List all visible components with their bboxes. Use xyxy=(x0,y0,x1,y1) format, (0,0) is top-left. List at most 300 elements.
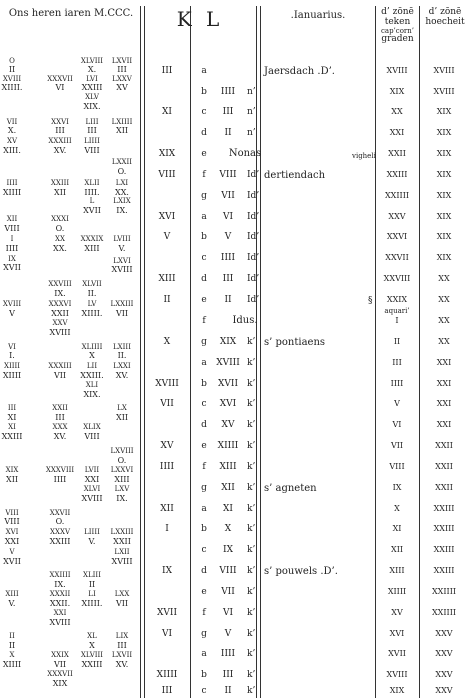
year-cell-col1: XII xyxy=(6,215,18,223)
roman-day: II xyxy=(224,686,232,696)
year-cell-col1: IX xyxy=(8,255,16,263)
year-cell-col3: LIIII xyxy=(84,528,100,536)
year-cell-col4: IX. xyxy=(116,494,128,503)
zodiac-degree: XV xyxy=(391,608,403,617)
kalend-marker: k’ xyxy=(247,504,256,514)
year-cell-col2: VII xyxy=(53,371,67,380)
year-cell-col1: VIII xyxy=(5,509,19,517)
kalend-marker: k’ xyxy=(247,587,256,597)
year-cell-col4: XX. xyxy=(115,188,129,197)
header-zodiac xyxy=(377,8,418,45)
sun-height: XXIII xyxy=(433,524,455,533)
year-cell-col2: XXII. xyxy=(49,599,71,608)
year-cell-col4: XIII xyxy=(114,475,130,484)
dominical-letter: f xyxy=(202,316,206,326)
roman-day: XII xyxy=(221,483,235,493)
dominical-letter: b xyxy=(201,524,207,534)
header-height-line: d’ zōnē xyxy=(428,7,462,17)
year-cell-col3: XVIII xyxy=(81,494,103,503)
year-cell-col3: XLVII xyxy=(82,280,102,288)
kalend-marker: k’ xyxy=(247,399,256,409)
year-cell-col3: LVII xyxy=(84,466,100,474)
year-cell-col2: XXXVI xyxy=(48,300,72,308)
column-rule xyxy=(256,6,257,698)
year-cell-col1: XIIII. xyxy=(1,83,23,92)
sun-height: XXI xyxy=(436,399,452,408)
kalend-marker: k’ xyxy=(247,358,256,368)
zodiac-degree: XXIIII xyxy=(384,191,410,200)
zodiac-degree: XVI xyxy=(389,629,405,638)
year-cell-col4: LXVII xyxy=(111,57,133,65)
sun-height: XIX xyxy=(436,253,452,262)
kalend-marker: k’ xyxy=(247,566,256,576)
year-cell-col3: XXXIX xyxy=(80,235,104,243)
roman-day: XVII xyxy=(217,379,239,389)
kalend-marker: n’ xyxy=(247,87,256,97)
kalend-marker: Id’ xyxy=(247,212,260,222)
sun-height: XIX xyxy=(436,128,452,137)
golden-number: X xyxy=(163,337,171,347)
year-cell-col2: XXXIII xyxy=(48,362,72,370)
year-cell-col1: XVII xyxy=(3,263,21,272)
year-cell-col3: XIX. xyxy=(83,102,101,111)
year-cell-col4: LXXI xyxy=(113,362,131,370)
year-cell-col4: O. xyxy=(117,167,127,176)
year-cell-col2: XX xyxy=(55,235,65,243)
header-zodiac-line: graden xyxy=(381,34,414,45)
year-cell-col4: LXI xyxy=(115,179,129,187)
year-cell-col1: XIIII xyxy=(2,188,22,197)
year-cell-col4: III xyxy=(117,641,127,650)
sun-height: XXI xyxy=(436,420,452,429)
zodiac-degree: XVII xyxy=(388,649,406,658)
sun-height: XXI xyxy=(436,379,452,388)
year-cell-col4: XVIII xyxy=(111,557,133,566)
zodiac-degree: XIIII xyxy=(387,587,407,596)
kalend-marker: Id’ xyxy=(247,274,260,284)
year-cell-col2: XXIII xyxy=(49,537,71,546)
year-cell-col3: XLVIII xyxy=(80,651,104,659)
year-cell-col4: II. xyxy=(117,351,127,360)
dominical-letter: g xyxy=(201,483,207,493)
golden-number: II xyxy=(163,295,171,305)
roman-day: XIX xyxy=(219,337,237,347)
column-rule xyxy=(144,6,145,698)
sun-height: XIX xyxy=(436,107,452,116)
year-cell-col2: XXIX xyxy=(51,651,69,659)
year-cell-col3: XIII xyxy=(84,244,100,253)
year-cell-col3: X xyxy=(89,641,95,650)
dominical-letter: e xyxy=(201,587,207,597)
feast-name: s’ pontiaens xyxy=(264,337,326,348)
year-cell-col3: X xyxy=(89,351,95,360)
year-cell-col3: XXIII. xyxy=(80,371,104,380)
kalend-marker: k’ xyxy=(247,686,256,696)
sun-height: XX xyxy=(438,337,450,346)
kalend-marker: n’ xyxy=(247,107,256,117)
year-cell-col1: XII xyxy=(5,475,19,484)
sun-height: XIX xyxy=(436,170,452,179)
year-cell-col1: IIII xyxy=(5,244,19,253)
roman-day: IIII xyxy=(220,253,236,263)
zodiac-degree: XVIII xyxy=(386,670,408,679)
header-years: Ons heren iaren M.CCC. xyxy=(8,8,134,19)
year-cell-col4: LXXVI xyxy=(110,466,134,474)
sun-height: XVIII xyxy=(433,87,455,96)
sun-height: XXV xyxy=(435,629,453,638)
dominical-letter: c xyxy=(201,253,207,263)
year-cell-col4: VII xyxy=(115,599,129,608)
sun-height: XIX xyxy=(436,191,452,200)
year-cell-col2: IX. xyxy=(54,289,66,298)
sun-height: XXII xyxy=(435,441,453,450)
year-cell-col2: III xyxy=(55,126,65,135)
kalend-marker: k’ xyxy=(247,545,256,555)
year-cell-col2: XVIII xyxy=(49,618,71,627)
year-cell-col3: XXIII xyxy=(81,83,103,92)
year-cell-col4: LXIX xyxy=(113,197,131,205)
zodiac-degree: XI xyxy=(392,524,402,533)
kalend-marker: k’ xyxy=(247,524,256,534)
sun-height: XXIIII xyxy=(431,587,457,596)
golden-number: XV xyxy=(160,441,174,451)
golden-number: III xyxy=(161,66,173,76)
section-mark: § xyxy=(368,296,373,306)
roman-day: VIII xyxy=(219,170,237,180)
dominical-letter: c xyxy=(201,399,207,409)
roman-day-label: Nonas xyxy=(228,148,262,159)
year-cell-col1: XIII xyxy=(5,590,19,598)
year-cell-col4: XVIII xyxy=(111,265,133,274)
golden-number: XIX xyxy=(158,149,176,159)
year-cell-col1: X xyxy=(9,651,15,659)
roman-day: IIII xyxy=(220,649,236,659)
year-cell-col2: XXVII xyxy=(49,509,71,517)
year-cell-col1: X. xyxy=(7,126,17,135)
dominical-letter: a xyxy=(201,504,207,514)
kalend-marker: k’ xyxy=(247,379,256,389)
year-cell-col1: V. xyxy=(8,599,16,608)
dominical-letter: a xyxy=(201,212,207,222)
year-cell-col4: LX xyxy=(117,404,127,412)
year-cell-col3: LII xyxy=(86,362,98,370)
sun-height: XXV xyxy=(435,649,453,658)
sun-height: XXII xyxy=(435,483,453,492)
dominical-letter: e xyxy=(201,149,207,159)
roman-day: VI xyxy=(222,608,234,618)
dominical-letter: d xyxy=(201,566,207,576)
column-rule xyxy=(190,6,191,698)
year-cell-col2: XXV xyxy=(52,319,68,327)
golden-number: XIIII xyxy=(156,670,178,680)
roman-day-label: Idus. xyxy=(232,315,258,326)
roman-day: V xyxy=(224,232,232,242)
year-cell-col2: XXIII xyxy=(50,179,70,187)
zodiac-degree: XIII xyxy=(389,566,405,575)
golden-number: XIII xyxy=(158,274,176,284)
roman-day: X xyxy=(224,524,232,534)
sun-height: XIX xyxy=(436,232,452,241)
year-cell-col2: XXX xyxy=(52,423,68,431)
year-cell-col1: O xyxy=(9,57,15,65)
year-cell-col3: XVII xyxy=(83,206,101,215)
year-cell-col3: VIII xyxy=(84,146,100,155)
golden-number: VI xyxy=(161,629,173,639)
dominical-letter: a xyxy=(201,358,207,368)
year-cell-col1: XVII xyxy=(3,557,21,566)
zodiac-degree: XXIX xyxy=(386,295,408,304)
golden-number: XVI xyxy=(158,212,176,222)
year-cell-col4: XV. xyxy=(115,660,129,669)
sun-height: XX xyxy=(438,316,450,325)
sun-height: XXIII xyxy=(433,545,455,554)
header-month: .Ianuarius. xyxy=(290,10,346,21)
year-cell-col3: XLIIII xyxy=(81,343,103,351)
dominical-letter: a xyxy=(201,66,207,76)
year-cell-col3: VIII xyxy=(84,432,100,441)
year-cell-col1: XVI xyxy=(5,528,19,536)
zodiac-degree: XX xyxy=(391,107,403,116)
year-cell-col2: XXXIII xyxy=(48,137,72,145)
feast-name: dertiendach xyxy=(264,170,326,181)
sun-height: XVIII xyxy=(433,66,455,75)
zodiac-degree: XXVII xyxy=(385,253,409,262)
year-cell-col1: XXI xyxy=(4,537,20,546)
year-cell-col4: III xyxy=(117,65,127,74)
kalend-marker: k’ xyxy=(247,483,256,493)
year-cell-col4: LXVIII xyxy=(110,447,134,455)
golden-number: IX xyxy=(162,566,172,576)
roman-day: XI xyxy=(223,504,233,514)
zodiac-degree: I xyxy=(395,316,399,325)
kalend-marker: k’ xyxy=(247,441,256,451)
zodiac-degree: XIX xyxy=(389,686,405,695)
dominical-letter: e xyxy=(201,295,207,305)
zodiac-degree: II xyxy=(393,337,401,346)
dominical-letter: c xyxy=(201,545,207,555)
year-cell-col3: XLIX xyxy=(83,423,101,431)
year-cell-col4: VII xyxy=(115,309,129,318)
year-cell-col2: XXXVII xyxy=(47,75,73,83)
year-cell-col3: LI xyxy=(88,590,96,598)
year-cell-col3: III xyxy=(87,126,97,135)
sun-height: XXIIII xyxy=(431,608,457,617)
roman-day: VIII xyxy=(219,566,237,576)
year-cell-col3: II. xyxy=(87,289,97,298)
golden-number: VII xyxy=(160,399,174,409)
header-height xyxy=(421,8,469,28)
year-cell-col4: LXXV xyxy=(112,75,132,83)
kalend-marker: k’ xyxy=(247,337,256,347)
year-cell-col1: VII xyxy=(6,118,18,126)
roman-day: XVI xyxy=(219,399,237,409)
year-cell-col3: X. xyxy=(87,65,97,74)
year-cell-col4: LXVI xyxy=(113,257,131,265)
year-cell-col3: L xyxy=(89,197,95,205)
year-cell-col3: LVI xyxy=(86,75,98,83)
golden-number: III xyxy=(161,686,173,696)
feast-name: s’ pouwels .D’. xyxy=(264,566,338,577)
header-kl: K L xyxy=(176,7,224,31)
year-cell-col2: XVIII xyxy=(49,328,71,337)
dominical-letter: d xyxy=(201,274,207,284)
year-cell-col2: O. xyxy=(55,224,65,233)
sun-height: XXV xyxy=(435,670,453,679)
roman-day: XVIII xyxy=(216,358,240,368)
year-cell-col2: O. xyxy=(55,517,65,526)
year-cell-col2: XIX xyxy=(52,679,68,688)
sun-height: XXII xyxy=(435,462,453,471)
year-cell-col3: XIIII. xyxy=(81,309,103,318)
year-cell-col2: IX. xyxy=(54,580,66,589)
year-cell-col2: XXXV xyxy=(49,528,71,536)
note-vigheli: vigheli xyxy=(352,152,376,160)
year-cell-col1: II xyxy=(8,641,16,650)
year-cell-col1: XIII. xyxy=(3,146,21,155)
year-cell-col2: XV. xyxy=(53,432,67,441)
sun-height: XIX xyxy=(436,149,452,158)
sun-height: XX xyxy=(438,295,450,304)
year-cell-col3: XLIII xyxy=(83,571,101,579)
roman-day: V xyxy=(224,629,232,639)
year-cell-col3: XLV xyxy=(85,93,99,101)
year-cell-col2: VII xyxy=(53,660,67,669)
year-cell-col4: O. xyxy=(117,456,127,465)
year-cell-col3: LIII xyxy=(85,118,99,126)
year-cell-col3: XIIII. xyxy=(81,599,103,608)
roman-day: II xyxy=(224,295,232,305)
zodiac-degree: XXIII xyxy=(386,170,408,179)
dominical-letter: c xyxy=(201,107,207,117)
year-cell-col2: XXIIII xyxy=(49,571,71,579)
year-cell-col1: V xyxy=(9,548,15,556)
golden-number: IIII xyxy=(159,462,175,472)
kalend-marker: n’ xyxy=(247,128,256,138)
year-cell-col2: XII xyxy=(53,188,67,197)
dominical-letter: b xyxy=(201,670,207,680)
year-cell-col4: LXXIII xyxy=(110,528,134,536)
zodiac-degree: XXVIII xyxy=(383,274,411,283)
year-cell-col1: XIIII xyxy=(2,660,22,669)
year-cell-col2: XV. xyxy=(53,146,67,155)
dominical-letter: e xyxy=(201,441,207,451)
year-cell-col4: LVIII xyxy=(113,235,131,243)
year-cell-col3: XLVI xyxy=(83,485,101,493)
year-cell-col4: LXIII xyxy=(113,343,131,351)
feast-name: s’ agneten xyxy=(264,483,317,494)
year-cell-col1: I xyxy=(10,235,14,243)
zodiac-degree: III xyxy=(392,358,402,367)
year-cell-col2: XXII xyxy=(51,309,69,318)
roman-day: IX xyxy=(223,545,233,555)
sun-height: XXV xyxy=(435,686,453,695)
sun-height: XIX xyxy=(436,212,452,221)
year-cell-col4: LXII xyxy=(114,548,130,556)
year-cell-col1: XI xyxy=(7,413,17,422)
year-cell-col4: LXVII xyxy=(111,651,133,659)
kalend-marker: k’ xyxy=(247,420,256,430)
year-cell-col1: V xyxy=(9,309,15,318)
year-cell-col1: XXIII xyxy=(1,432,23,441)
year-cell-col1: VI xyxy=(8,343,16,351)
year-cell-col4: V. xyxy=(118,244,126,253)
dominical-letter: b xyxy=(201,379,207,389)
golden-number: XVIII xyxy=(155,379,179,389)
column-rule xyxy=(140,6,141,698)
column-rule xyxy=(419,6,420,698)
zodiac-degree: XXV xyxy=(388,212,406,221)
dominical-letter: f xyxy=(202,608,206,618)
zodiac-degree: XXII xyxy=(388,149,406,158)
column-rule xyxy=(375,6,376,698)
kalend-marker: Id’ xyxy=(247,170,260,180)
feast-name: Jaersdach .D’. xyxy=(264,66,335,77)
year-cell-col4: LXX xyxy=(114,590,130,598)
year-cell-col1: II xyxy=(8,65,16,74)
roman-day: XIIII xyxy=(217,441,239,451)
year-cell-col3: XLII xyxy=(84,179,100,187)
kalend-marker: Id’ xyxy=(247,253,260,263)
roman-day: III xyxy=(222,107,234,117)
column-rule xyxy=(260,6,261,698)
roman-day: XV xyxy=(221,420,235,430)
dominical-letter: f xyxy=(202,462,206,472)
year-cell-col2: XXXVII xyxy=(47,670,73,678)
golden-number: XVII xyxy=(156,608,178,618)
year-cell-col2: XXXII xyxy=(49,590,71,598)
golden-number: V xyxy=(163,232,171,242)
zodiac-degree: XVIII xyxy=(386,66,408,75)
kalend-marker: Id’ xyxy=(247,191,260,201)
year-cell-col1: XIX xyxy=(5,466,19,474)
year-cell-col2: XXVIII xyxy=(48,280,72,288)
year-cell-col3: II xyxy=(88,580,96,589)
roman-day: VII xyxy=(221,191,235,201)
year-cell-col1: XIIII xyxy=(2,371,22,380)
sun-height: XXIII xyxy=(433,566,455,575)
dominical-letter: c xyxy=(201,686,207,696)
sun-height: XXI xyxy=(436,358,452,367)
year-cell-col1: XVIII xyxy=(2,300,22,308)
year-cell-col4: XV. xyxy=(115,371,129,380)
golden-number: I xyxy=(165,524,169,534)
zodiac-degree: IX xyxy=(392,483,402,492)
year-cell-col1: XVIII xyxy=(2,75,22,83)
dominical-letter: b xyxy=(201,87,207,97)
header-zodiac-line: teken xyxy=(384,16,411,27)
sun-height: XX xyxy=(438,274,450,283)
kalend-marker: k’ xyxy=(247,649,256,659)
year-cell-col4: LIX xyxy=(115,632,129,640)
header-zodiac-line: cap’corn’ xyxy=(380,26,414,35)
year-cell-col3: XL xyxy=(87,632,97,640)
year-cell-col1: XIIII xyxy=(3,362,21,370)
zodiac-degree: X xyxy=(394,504,400,513)
year-cell-col4: LXIIII xyxy=(111,118,133,126)
year-cell-col3: XXI xyxy=(84,475,100,484)
year-cell-col3: LV xyxy=(87,300,97,308)
zodiac-degree: VI xyxy=(392,420,402,429)
year-cell-col2: XX. xyxy=(53,244,67,253)
year-cell-col4: XII xyxy=(115,413,129,422)
note-aquari: aquari’ xyxy=(384,307,410,315)
golden-number: VIII xyxy=(158,170,176,180)
kalend-marker: k’ xyxy=(247,462,256,472)
year-cell-col2: VI xyxy=(55,83,65,92)
roman-day: III xyxy=(222,274,234,284)
dominical-letter: f xyxy=(202,170,206,180)
roman-day: II xyxy=(224,128,232,138)
